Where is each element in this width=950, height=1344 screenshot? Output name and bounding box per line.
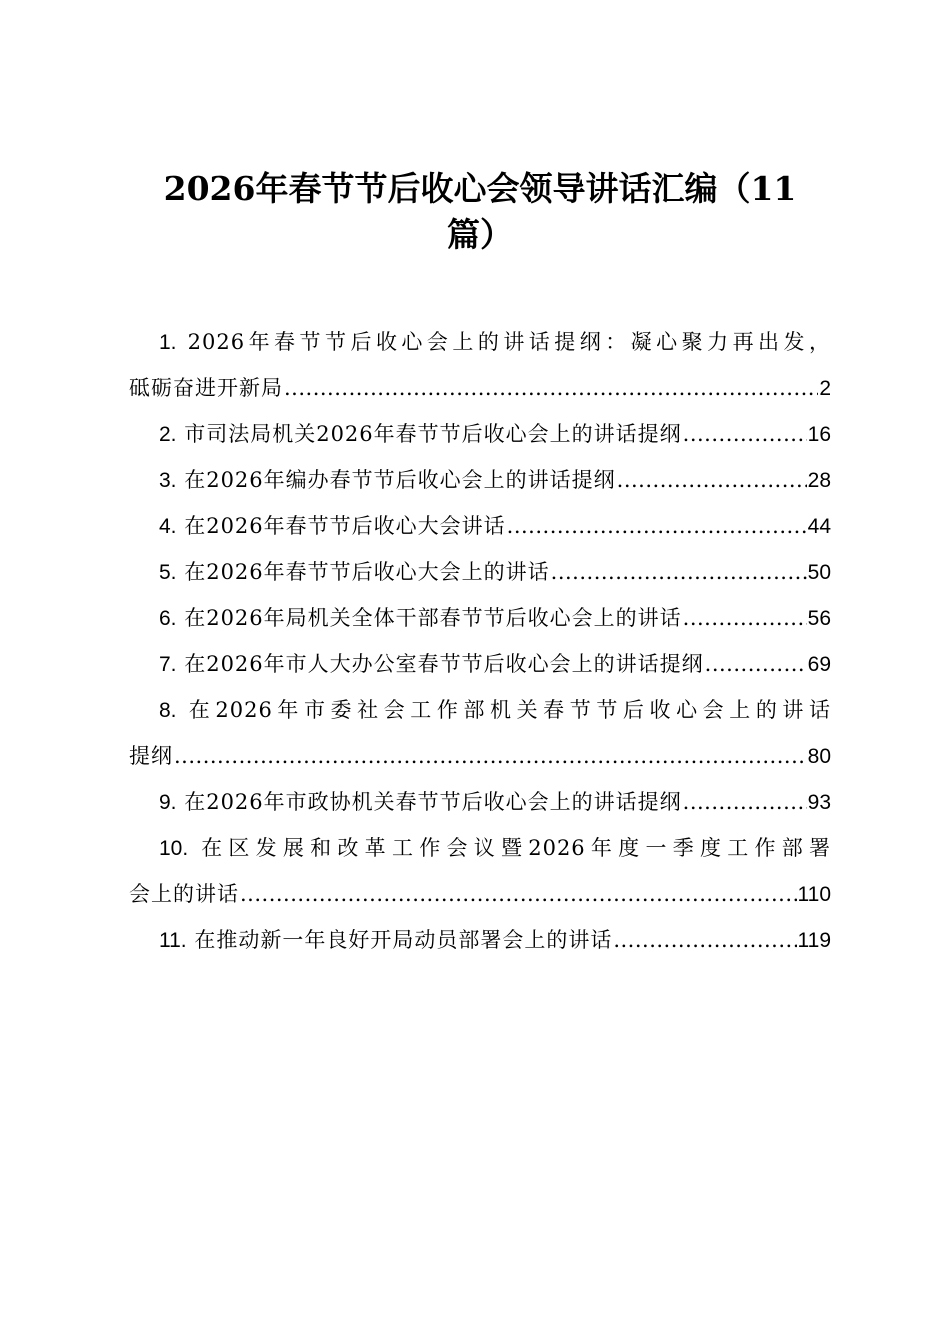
toc-page-number: 93	[807, 791, 831, 814]
toc-entry-title: 11. 在推动新一年良好开局动员部署会上的讲话	[159, 928, 613, 952]
toc-entry-title-cont: 提纲	[129, 744, 173, 768]
dot-leader	[683, 779, 807, 825]
dot-leader	[240, 871, 797, 917]
toc-entry-9[interactable]	[129, 779, 831, 825]
toc-page-number: 16	[807, 423, 831, 446]
toc-page-number: 119	[797, 929, 831, 952]
dot-leader	[551, 549, 807, 595]
toc-page-number: 44	[807, 515, 831, 538]
table-of-contents	[129, 319, 831, 963]
dot-leader	[683, 595, 807, 641]
toc-entry-title-cont: 砥砺奋进开新局	[129, 376, 283, 400]
title-line-2: 篇）	[447, 215, 513, 254]
dot-leader	[174, 733, 807, 779]
toc-entry-title: 6. 在2026年局机关全体干部春节节后收心会上的讲话	[159, 606, 682, 630]
toc-entry-2[interactable]	[129, 411, 831, 457]
toc-entry-6[interactable]	[129, 595, 831, 641]
document-title	[130, 166, 830, 258]
toc-entry-title: 8. 在2026年市委社会工作部机关春节节后收心会上的讲话	[159, 698, 831, 722]
toc-entry-10[interactable]	[129, 825, 831, 917]
title-line-1: 2026年春节节后收心会领导讲话汇编（11	[163, 169, 797, 208]
toc-entry-title: 4. 在2026年春节节后收心大会讲话	[159, 514, 506, 538]
toc-entry-title: 5. 在2026年春节节后收心大会上的讲话	[159, 560, 550, 584]
toc-entry-11[interactable]	[129, 917, 831, 963]
toc-entry-title: 9. 在2026年市政协机关春节节后收心会上的讲话提纲	[159, 790, 682, 814]
toc-entry-title: 2. 市司法局机关2026年春节节后收心会上的讲话提纲	[159, 422, 682, 446]
toc-entry-8[interactable]	[129, 687, 831, 779]
toc-page-number: 56	[807, 607, 831, 630]
toc-entry-title: 3. 在2026年编办春节节后收心会上的讲话提纲	[159, 468, 616, 492]
dot-leader	[683, 411, 807, 457]
toc-entry-7[interactable]	[129, 641, 831, 687]
toc-entry-5[interactable]	[129, 549, 831, 595]
toc-entry-title-cont: 会上的讲话	[129, 882, 239, 906]
toc-entry-title: 10. 在区发展和改革工作会议暨2026年度一季度工作部署	[159, 836, 831, 860]
toc-page-number: 69	[807, 653, 831, 676]
toc-entry-title: 1. 2026年春节节后收心会上的讲话提纲：凝心聚力再出发，	[159, 330, 831, 354]
toc-entry-4[interactable]	[129, 503, 831, 549]
dot-leader	[617, 457, 807, 503]
dot-leader	[507, 503, 807, 549]
toc-page-number: 2	[819, 377, 831, 400]
toc-entry-1[interactable]	[129, 319, 831, 411]
toc-page-number: 110	[797, 883, 831, 906]
dot-leader	[613, 917, 796, 963]
toc-page-number: 50	[807, 561, 831, 584]
toc-entry-title: 7. 在2026年市人大办公室春节节后收心会上的讲话提纲	[159, 652, 704, 676]
dot-leader	[705, 641, 807, 687]
toc-page-number: 28	[807, 469, 831, 492]
toc-entry-3[interactable]	[129, 457, 831, 503]
dot-leader	[284, 365, 818, 411]
toc-page-number: 80	[807, 745, 831, 768]
